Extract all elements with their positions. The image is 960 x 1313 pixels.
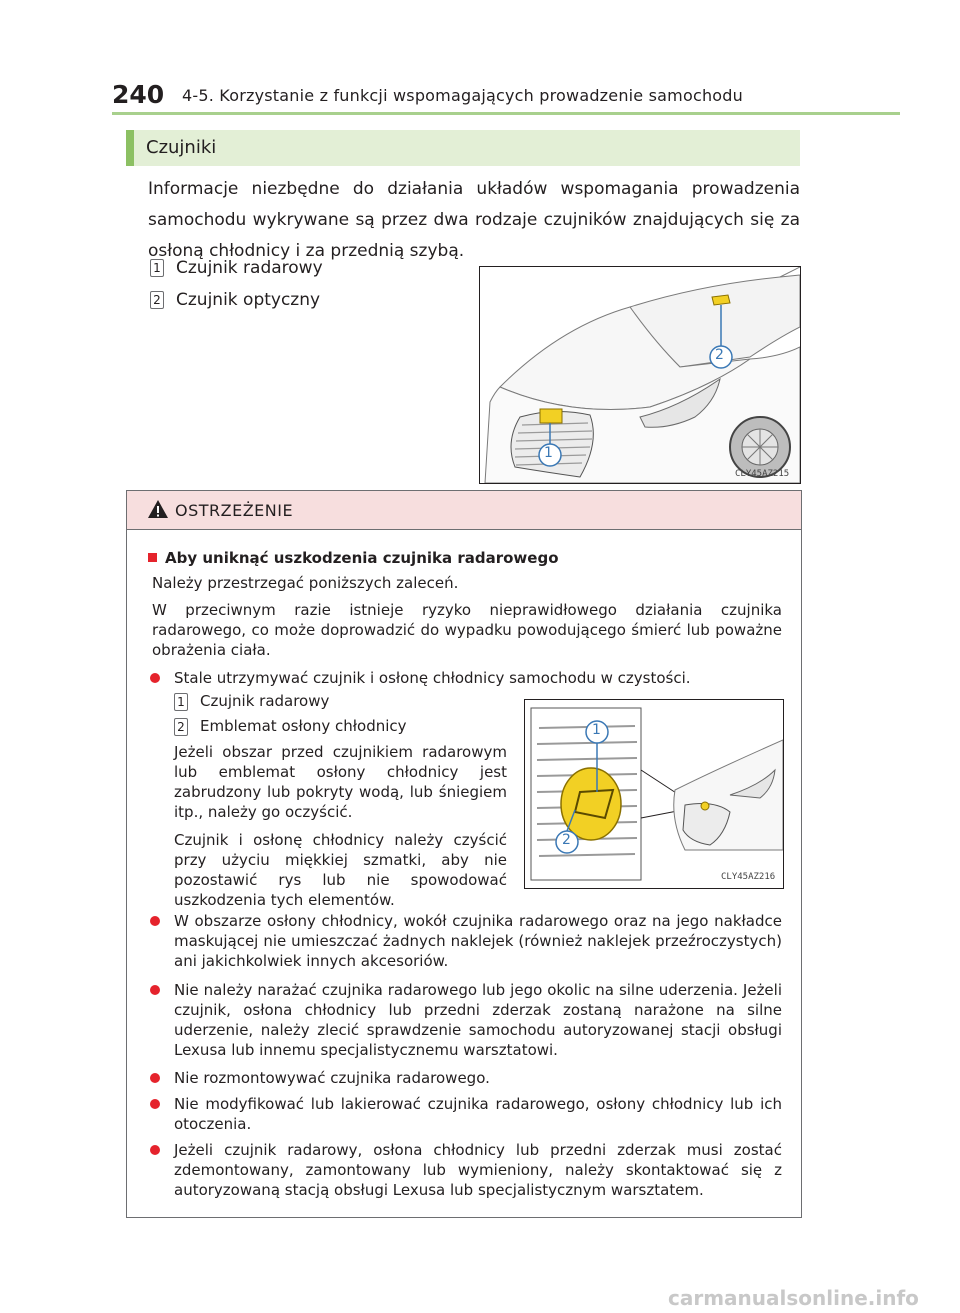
warning-paragraph-1: Należy przestrzegać poniższych zaleceń. [152,574,459,592]
bullet-dot [150,1145,160,1155]
bullet-dot [150,1099,160,1109]
figure-code: CLY45AZ215 [735,469,790,479]
figure-callout-1: 1 [592,722,601,738]
bullet-dot [150,673,160,683]
figure-callout-1: 1 [544,445,553,461]
warning-bullet-5: Nie modyfikować lub lakierować czujnika radarowego, osłony chłodnicy lub ich otoczenia. [150,1094,782,1134]
page-number: 240 [112,80,165,109]
warning-bullet-2: W obszarze osłony chłodnicy, wokół czujnika radarowego oraz na jego nakładce maskującej nie umieszczać żadnych naklejek (również naklejek przeźroczystych) ani jakichkolwiek innych akcesoriów. [150,911,782,971]
legend-label: Czujnik optyczny [176,290,321,310]
sub-legend-item-1: 1 Czujnik radarowy [174,692,329,711]
car-sensor-figure [479,266,801,484]
red-square-marker [148,553,157,562]
warning-subheading: Aby uniknąć uszkodzenia czujnika radarowego [148,549,559,567]
running-header: 4-5. Korzystanie z funkcji wspomagających prowadzenie samochodu [182,86,743,105]
figure-callout-2: 2 [562,832,571,848]
header-rule [112,112,900,115]
intro-paragraph: Informacje niezbędne do działania układów wspomagania prowadzenia samochodu wykrywane są przez dwa rodzaje czujników znajdujących się za osłoną chłodnicy i za przednią szybą. [148,179,800,261]
warning-bullet-1: Stale utrzymywać czujnik i osłonę chłodnicy samochodu w czystości. [150,668,782,688]
car-illustration [480,267,800,483]
legend-item-2 [150,290,320,310]
figure-code: CLY45AZ216 [721,872,776,882]
warning-title: OSTRZEŻENIE [175,501,294,520]
section-heading-bar [126,130,800,166]
warning-bullet-6: Jeżeli czujnik radarowy, osłona chłodnicy lub przedni zderzak musi zostać zdemontowany, zamontowany lub wymieniony, należy skontaktować się z autoryzowaną stacją obsługi Lexusa lub specjalistycznym warsztatem. [150,1140,782,1200]
warning-paragraph-2: W przeciwnym razie istnieje ryzyko nieprawidłowego działania czujnika radarowego, co może doprowadzić do wypadku powodującego śmierć lub poważne obrażenia ciała. [152,601,782,659]
bullet-dot [150,916,160,926]
bullet-dot [150,985,160,995]
section-title: Czujniki [146,137,217,158]
figure-callout-2: 2 [715,347,724,363]
watermark: carmanualsonline.info [668,1286,919,1310]
legend-item-1 [150,258,323,278]
warning-sub-paragraph-2: Czujnik i osłonę chłodnicy należy czyścić przy użyciu miękkiej szmatki, aby nie pozostawić rys lub nie spowodować uszkodzenia tych elementów. [174,831,507,909]
callout-number: 2 [150,291,164,309]
grille-sensor-figure [524,699,784,889]
section-accent [126,130,134,166]
warning-bullet-4: Nie rozmontowywać czujnika radarowego. [150,1068,782,1088]
legend-label: Czujnik radarowy [176,258,323,278]
callout-number: 2 [174,718,188,736]
warning-header [127,491,801,530]
warning-triangle-icon [147,499,169,519]
callout-number: 1 [150,259,164,277]
warning-bullet-3: Nie należy narażać czujnika radarowego lub jego okolic na silne uderzenia. Jeżeli czujnik, osłona chłodnicy lub przedni zderzak zostaną narażone na silne uderzenie, należy zlecić sprawdzenie samochodu autoryzowanej stacji obsługi Lexusa lub innemu specjalistycznemu warsztatowi. [150,980,782,1060]
bullet-dot [150,1073,160,1083]
grille-illustration [525,700,783,888]
sub-legend-item-2: 2 Emblemat osłony chłodnicy [174,717,407,736]
callout-number: 1 [174,693,188,711]
warning-sub-paragraph-1: Jeżeli obszar przed czujnikiem radarowym lub emblemat osłony chłodnicy jest zabrudzony lub pokryty wodą, lub śniegiem itp., należy go oczyścić. [174,743,507,821]
